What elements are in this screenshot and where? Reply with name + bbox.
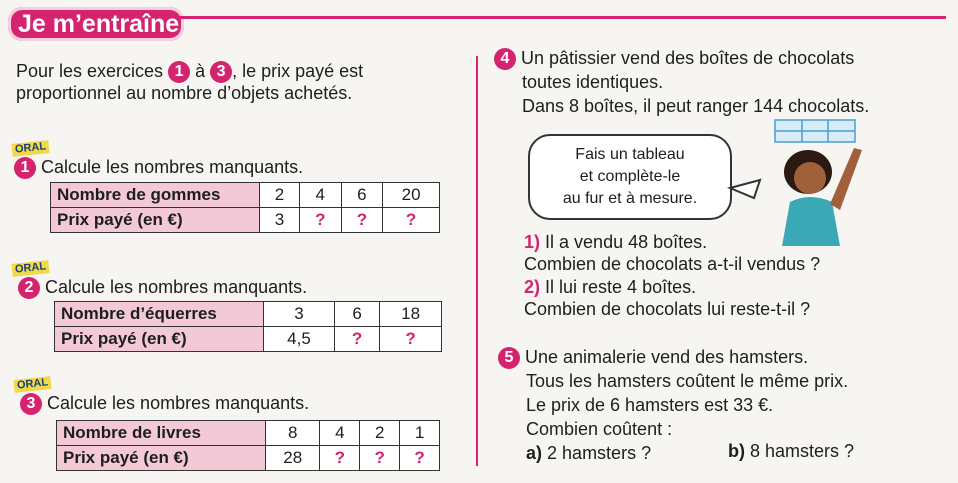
bubble-text: et complète-le: [579, 168, 681, 185]
missing-value-cell: ?: [383, 208, 440, 233]
exercise-number-badge: 5: [498, 347, 520, 369]
part-text: 2 hamsters ?: [547, 443, 652, 463]
problem-text: Une animalerie vend des hamsters.: [525, 347, 809, 367]
table-cell: 8: [266, 421, 320, 446]
question-text: Il a vendu 48 boîtes.: [545, 232, 708, 252]
table-cell: 28: [266, 446, 320, 471]
oral-tag: ORAL: [13, 376, 51, 393]
drawn-table-icon: [775, 120, 855, 142]
exercise-5-line-3: Le prix de 6 hamsters est 33 €.: [526, 395, 774, 415]
exercise-number-badge: 4: [494, 48, 516, 70]
child-illustration: [720, 118, 870, 246]
table-cell: 3: [264, 302, 335, 327]
missing-value-cell: ?: [334, 327, 379, 352]
missing-value-cell: ?: [320, 446, 360, 471]
row-header: Nombre de gommes: [51, 183, 260, 208]
exercise-5-part-a: [526, 442, 651, 464]
intro-line-1: [16, 60, 363, 83]
exercise-4-line-3: Dans 8 boîtes, il peut ranger 144 chocolats.: [522, 96, 870, 116]
bubble-text: au fur et à mesure.: [562, 190, 698, 207]
oral-tag: ORAL: [11, 140, 49, 157]
exercise-4-question-1a: [524, 231, 707, 253]
table-row: [55, 302, 442, 327]
exercise-2-table: [54, 301, 442, 352]
bubble-tail: [730, 180, 760, 198]
question-label: 2): [524, 277, 541, 297]
title-rule: [180, 16, 946, 19]
exercise-3-table: [56, 420, 440, 471]
exercise-number-badge: 3: [210, 61, 232, 83]
column-divider: [476, 56, 478, 466]
table-cell: 4,5: [264, 327, 335, 352]
exercise-5-part-b: [728, 440, 854, 462]
bubble-text: Fais un tableau: [575, 146, 685, 163]
exercise-4-line-2: toutes identiques.: [522, 72, 664, 92]
table-cell: 18: [380, 302, 442, 327]
exercise-number-badge: 2: [18, 277, 40, 299]
table-cell: 4: [299, 183, 341, 208]
missing-value-cell: ?: [380, 327, 442, 352]
table-row: [51, 183, 440, 208]
instruction-text: Calcule les nombres manquants.: [41, 157, 304, 177]
table-row: [55, 327, 442, 352]
instruction-text: Calcule les nombres manquants.: [47, 393, 310, 413]
table-cell: 4: [320, 421, 360, 446]
missing-value-cell: ?: [299, 208, 341, 233]
exercise-5-line-2: Tous les hamsters coûtent le même prix.: [526, 371, 849, 391]
child-arm: [830, 148, 862, 210]
exercise-4-line-1: [494, 47, 854, 70]
intro-text-mid: à: [195, 61, 206, 81]
row-header: Prix payé (en €): [55, 327, 264, 352]
speech-bubble: [528, 134, 732, 220]
exercise-2-instruction: [18, 276, 307, 299]
section-title: Je m’entraîne: [8, 7, 184, 41]
intro-text-b: , le prix payé est: [232, 61, 364, 81]
exercise-1-table: [50, 182, 440, 233]
exercise-number-badge: 3: [20, 393, 42, 415]
table-cell: 20: [383, 183, 440, 208]
exercise-number-badge: 1: [168, 61, 190, 83]
exercise-5-line-4: Combien coûtent :: [526, 419, 673, 439]
missing-value-cell: ?: [360, 446, 400, 471]
exercise-1-instruction: [14, 156, 303, 179]
child-face: [794, 162, 826, 194]
question-label: 1): [524, 232, 541, 252]
part-label: b): [728, 441, 745, 461]
table-cell: 2: [260, 183, 300, 208]
row-header: Prix payé (en €): [57, 446, 266, 471]
row-header: Nombre de livres: [57, 421, 266, 446]
part-text: 8 hamsters ?: [750, 441, 855, 461]
exercise-3-instruction: [20, 392, 309, 415]
exercise-4-question-2a: [524, 276, 696, 298]
instruction-text: Calcule les nombres manquants.: [45, 277, 308, 297]
table-cell: 3: [260, 208, 300, 233]
row-header: Prix payé (en €): [51, 208, 260, 233]
table-row: [51, 208, 440, 233]
exercise-number-badge: 1: [14, 157, 36, 179]
oral-tag: ORAL: [11, 260, 49, 277]
problem-text: Un pâtissier vend des boîtes de chocolats: [521, 48, 855, 68]
exercise-4-question-1b: Combien de chocolats a-t-il vendus ?: [524, 254, 821, 274]
missing-value-cell: ?: [400, 446, 440, 471]
exercise-4-question-2b: Combien de chocolats lui reste-t-il ?: [524, 299, 811, 319]
intro-text-a: Pour les exercices: [16, 61, 164, 81]
row-header: Nombre d’équerres: [55, 302, 264, 327]
table-row: [57, 446, 440, 471]
table-cell: 2: [360, 421, 400, 446]
table-cell: 6: [334, 302, 379, 327]
question-text: Il lui reste 4 boîtes.: [545, 277, 697, 297]
table-cell: 6: [341, 183, 383, 208]
intro-line-2: proportionnel au nombre d’objets achetés.: [16, 83, 353, 103]
table-cell: 1: [400, 421, 440, 446]
missing-value-cell: ?: [341, 208, 383, 233]
part-label: a): [526, 443, 543, 463]
table-row: [57, 421, 440, 446]
exercise-5-line-1: [498, 346, 808, 369]
